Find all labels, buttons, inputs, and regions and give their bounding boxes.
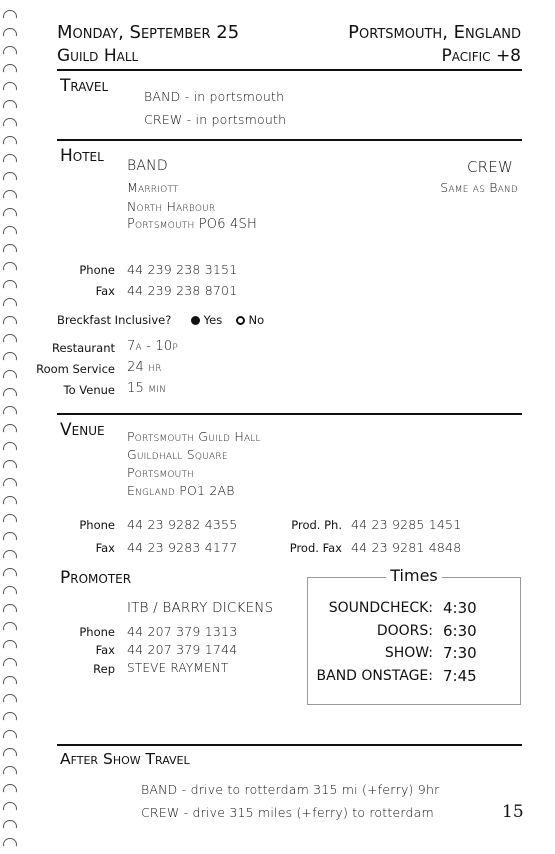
spiral-binding	[0, 0, 24, 854]
travel-band: BAND - in portsmouth	[144, 89, 285, 104]
times-label-doors: DOORS:	[376, 623, 433, 639]
spiral-ring	[3, 784, 17, 793]
spiral-ring	[3, 298, 17, 307]
hotel-fax: 44 239 238 8701	[127, 283, 238, 298]
spiral-ring	[3, 568, 17, 577]
room-service-label: Room Service	[36, 362, 115, 376]
venue-prod-fax: 44 23 9281 4848	[351, 540, 462, 555]
to-venue-time: 15 min	[127, 381, 167, 396]
hotel-fax-label: Fax	[95, 284, 115, 298]
spiral-ring	[3, 352, 17, 361]
venue-phone: 44 23 9282 4355	[127, 517, 238, 532]
header-venue: Guild Hall	[57, 46, 139, 66]
spiral-ring	[3, 604, 17, 613]
spiral-ring	[3, 64, 17, 73]
hotel-phone: 44 239 238 3151	[127, 262, 238, 277]
breakfast-yes-label: Yes	[203, 313, 223, 327]
venue-prod-fax-label: Prod. Fax	[289, 541, 342, 555]
venue-title: Venue	[60, 420, 105, 440]
hotel-title: Hotel	[60, 146, 104, 166]
spiral-ring	[3, 442, 17, 451]
header-date: Monday, September 25	[57, 22, 240, 43]
hotel-address-line-2: North Harbour	[127, 199, 216, 214]
breakfast-no-radio[interactable]	[236, 316, 245, 325]
hotel-crew-label: CREW	[466, 158, 513, 176]
spiral-ring	[3, 676, 17, 685]
times-label-soundcheck: SOUNDCHECK:	[328, 600, 433, 616]
spiral-ring	[3, 46, 17, 55]
page-number: 15	[502, 802, 524, 822]
spiral-ring	[3, 280, 17, 289]
spiral-ring	[3, 838, 17, 847]
times-value-show: 7:30	[443, 644, 477, 662]
after-show-crew: CREW - drive 315 miles (+ferry) to rotterdam	[141, 805, 434, 820]
spiral-ring	[3, 154, 17, 163]
venue-phone-label: Phone	[79, 518, 115, 532]
promoter-phone-label: Phone	[79, 625, 115, 639]
times-title-wrap	[308, 566, 520, 585]
spiral-ring	[3, 586, 17, 595]
promoter-fax-label: Fax	[95, 643, 115, 657]
spiral-ring	[3, 136, 17, 145]
breakfast-row	[57, 313, 264, 327]
times-label-band-onstage: BAND ONSTAGE:	[316, 668, 433, 684]
hotel-crew-value: Same as Band	[440, 180, 518, 195]
spiral-ring	[3, 658, 17, 667]
times-value-doors: 6:30	[443, 622, 477, 640]
hotel-phone-label: Phone	[79, 263, 115, 277]
travel-crew: CREW - in portsmouth	[144, 112, 287, 127]
venue-address-line-4: England PO1 2AB	[127, 483, 235, 498]
venue-fax-label: Fax	[95, 541, 115, 555]
hotel-address-line-3: Portsmouth PO6 4SH	[127, 217, 257, 232]
after-show-rule	[57, 744, 522, 746]
spiral-ring	[3, 766, 17, 775]
spiral-ring	[3, 82, 17, 91]
times-value-soundcheck: 4:30	[443, 599, 477, 617]
hotel-address-line-1: Marriott	[127, 180, 179, 195]
spiral-ring	[3, 460, 17, 469]
spiral-ring	[3, 478, 17, 487]
venue-fax: 44 23 9283 4177	[127, 540, 238, 555]
spiral-ring	[3, 712, 17, 721]
spiral-ring	[3, 748, 17, 757]
header-rule	[57, 69, 522, 71]
to-venue-label: To Venue	[63, 383, 115, 397]
times-title: Times	[386, 566, 442, 585]
promoter-rep-label: Rep	[93, 662, 115, 676]
spiral-ring	[3, 190, 17, 199]
venue-address-line-3: Portsmouth	[127, 465, 195, 480]
times-label-show: SHOW:	[384, 645, 433, 661]
after-show-band: BAND - drive to rotterdam 315 mi (+ferry) 9hr	[141, 782, 440, 797]
spiral-ring	[3, 424, 17, 433]
travel-title: Travel	[60, 76, 109, 96]
header-timezone: Pacific +8	[441, 46, 521, 66]
room-service-hours: 24 hr	[127, 360, 162, 375]
spiral-ring	[3, 622, 17, 631]
spiral-ring	[3, 802, 17, 811]
spiral-ring	[3, 10, 17, 19]
spiral-ring	[3, 226, 17, 235]
promoter-fax: 44 207 379 1744	[127, 642, 238, 657]
spiral-ring	[3, 532, 17, 541]
breakfast-yes-radio[interactable]	[191, 316, 200, 325]
spiral-ring	[3, 640, 17, 649]
promoter-title: Promoter	[60, 568, 132, 588]
spiral-ring	[3, 694, 17, 703]
venue-prod-phone: 44 23 9285 1451	[351, 517, 462, 532]
times-box	[307, 566, 521, 705]
venue-address-line-2: Guildhall Square	[127, 447, 228, 462]
spiral-ring	[3, 550, 17, 559]
spiral-ring	[3, 316, 17, 325]
spiral-ring	[3, 820, 17, 829]
after-show-title: After Show Travel	[60, 750, 190, 768]
promoter-rep: STEVE RAYMENT	[127, 661, 229, 675]
travel-rule	[57, 139, 522, 141]
breakfast-label: Breckfast Inclusive?	[57, 313, 172, 327]
venue-address-line-1: Portsmouth Guild Hall	[127, 429, 261, 444]
spiral-ring	[3, 118, 17, 127]
spiral-ring	[3, 28, 17, 37]
hotel-rule	[57, 413, 522, 415]
spiral-ring	[3, 244, 17, 253]
breakfast-no-label: No	[248, 313, 265, 327]
header-location: Portsmouth, England	[348, 22, 521, 43]
spiral-ring	[3, 514, 17, 523]
venue-prod-phone-label: Prod. Ph.	[291, 518, 342, 532]
spiral-ring	[3, 496, 17, 505]
hotel-band-label: BAND	[127, 158, 168, 174]
spiral-ring	[3, 262, 17, 271]
restaurant-hours: 7a - 10p	[127, 339, 178, 354]
restaurant-label: Restaurant	[52, 341, 115, 355]
spiral-ring	[3, 334, 17, 343]
spiral-ring	[3, 730, 17, 739]
spiral-ring	[3, 208, 17, 217]
spiral-ring	[3, 370, 17, 379]
promoter-phone: 44 207 379 1313	[127, 624, 238, 639]
times-value-band-onstage: 7:45	[443, 667, 477, 685]
spiral-ring	[3, 172, 17, 181]
promoter-name: ITB / BARRY DICKENS	[127, 600, 274, 616]
spiral-ring	[3, 100, 17, 109]
spiral-ring	[3, 388, 17, 397]
spiral-ring	[3, 406, 17, 415]
